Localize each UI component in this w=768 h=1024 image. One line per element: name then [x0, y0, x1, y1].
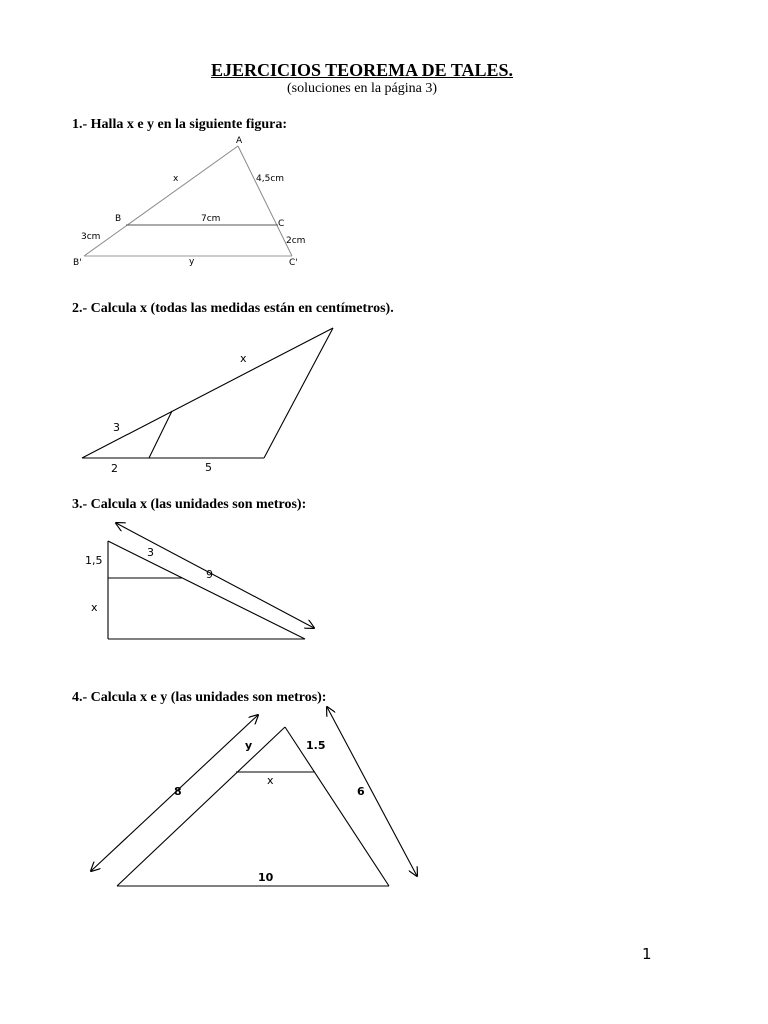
fig1-label-AC: 4,5cm	[256, 174, 285, 184]
exercise-2-statement: 2.- Calcula x (todas las medidas están en centímetros).	[72, 301, 394, 316]
fig1-label-B-prime: B'	[73, 258, 82, 268]
figure-2-triangle	[82, 328, 333, 458]
fig4-label-8: 8	[174, 785, 182, 798]
fig2-label-5: 5	[205, 461, 212, 474]
fig2-right-side	[264, 328, 333, 458]
exercise-4-statement: 4.- Calcula x e y (las unidades son metros):	[72, 690, 327, 705]
fig4-label-10: 10	[258, 871, 274, 884]
fig3-hypotenuse	[108, 541, 305, 639]
fig3-label-9: 9	[206, 568, 213, 581]
fig1-side-AC-prime	[238, 146, 292, 256]
fig1-side-AB-prime	[84, 146, 238, 256]
fig3-dimension-arrow	[116, 523, 314, 628]
figure-4-triangle	[91, 707, 417, 886]
fig3-label-1-5: 1,5	[85, 554, 103, 567]
fig2-label-x: x	[240, 352, 247, 365]
fig4-label-1-5: 1.5	[306, 739, 326, 752]
exercise-1-statement: 1.- Halla x e y en la siguiente figura:	[72, 117, 288, 132]
fig4-right-side	[285, 727, 389, 886]
fig2-long-side	[82, 328, 333, 458]
fig1-label-C: C	[278, 219, 285, 229]
figure-4-labels	[174, 739, 365, 884]
fig2-label-2: 2	[111, 462, 118, 475]
fig4-right-dimension-arrow	[327, 707, 417, 876]
fig1-label-CC-prime: 2cm	[286, 236, 306, 246]
fig1-label-BB-prime: 3cm	[81, 232, 101, 242]
figure-2-labels	[111, 352, 247, 475]
page-title: EJERCICIOS TEOREMA DE TALES.	[210, 60, 514, 80]
page-subtitle: (soluciones en la página 3)	[286, 81, 438, 96]
page-number: 1	[642, 945, 652, 963]
fig1-label-C-prime: C'	[289, 258, 298, 268]
figure-3-labels	[85, 546, 213, 614]
exercise-3-statement: 3.- Calcula x (las unidades son metros):	[72, 497, 307, 512]
fig2-label-3: 3	[113, 421, 120, 434]
fig1-label-A: A	[236, 136, 243, 146]
fig4-label-6: 6	[357, 785, 365, 798]
fig1-label-y: y	[189, 257, 195, 267]
figure-1-triangle	[84, 146, 292, 256]
fig1-label-x: x	[173, 174, 179, 184]
fig1-label-BC: 7cm	[201, 214, 221, 224]
fig2-parallel-segment	[149, 411, 172, 458]
figure-3-triangle	[108, 523, 314, 639]
fig3-label-3: 3	[147, 546, 154, 559]
fig1-label-B: B	[115, 214, 122, 224]
fig4-label-x: x	[267, 774, 274, 787]
fig3-label-x: x	[91, 601, 98, 614]
figure-1-labels	[73, 136, 305, 268]
fig4-left-side	[117, 727, 285, 886]
fig4-label-y: y	[245, 739, 253, 752]
